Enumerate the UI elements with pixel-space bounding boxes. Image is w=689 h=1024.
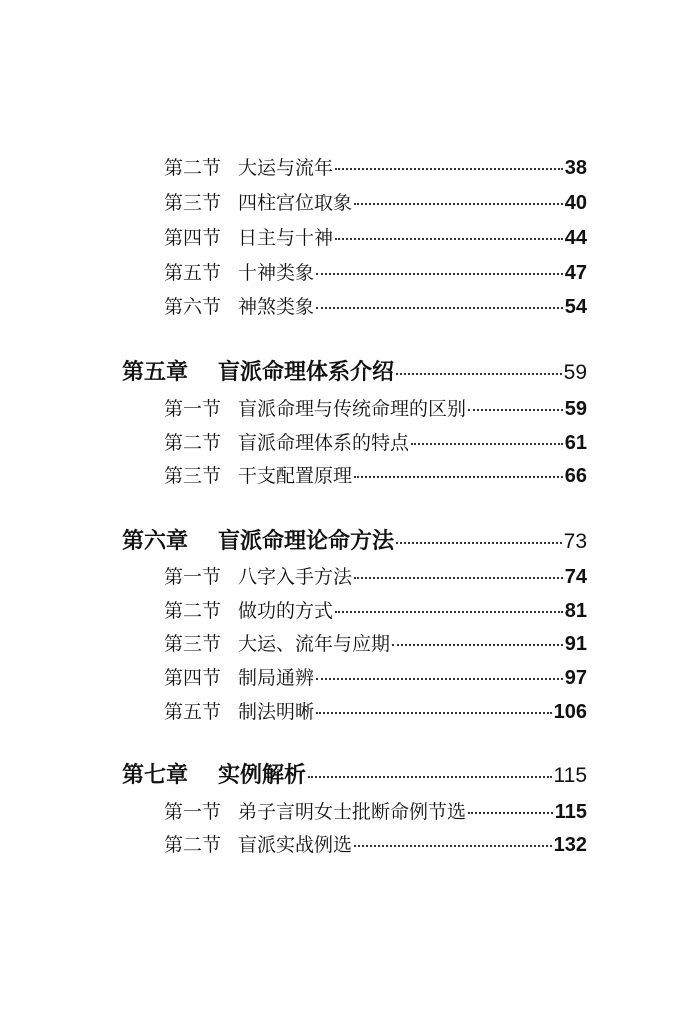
dot-leader <box>396 542 562 544</box>
dot-leader <box>335 611 563 613</box>
toc-entry-section <box>164 629 587 655</box>
toc-entry-section <box>164 562 587 588</box>
toc-entry-label <box>122 758 306 789</box>
page-number: 61 <box>564 432 587 454</box>
toc-entry-label <box>164 188 352 215</box>
toc-entry-label <box>164 292 314 319</box>
section-number: 第二节 <box>164 432 222 454</box>
toc-entry-chapter <box>122 758 587 788</box>
page-number: 115 <box>553 764 587 787</box>
dot-leader <box>335 238 563 240</box>
section-title: 神煞类象 <box>238 296 315 318</box>
toc-entry-section <box>164 797 587 823</box>
toc-entry-section <box>164 223 587 249</box>
toc-entry-section <box>164 461 587 487</box>
section-number: 第二节 <box>164 600 222 622</box>
toc-entry-section <box>164 596 587 622</box>
section-title: 日主与十神 <box>238 227 334 249</box>
toc-entry-section <box>164 292 587 318</box>
toc-entry-section <box>164 428 587 454</box>
chapter-number: 第六章 <box>122 529 189 554</box>
section-number: 第二节 <box>164 834 222 856</box>
toc-entry-label <box>164 797 466 824</box>
page-number: 115 <box>554 801 587 823</box>
section-number: 第三节 <box>164 465 222 487</box>
toc-entry-label <box>164 258 314 285</box>
toc-entry-section <box>164 663 587 689</box>
dot-leader <box>392 644 563 646</box>
toc-entry-label <box>164 223 333 250</box>
toc-entry-label <box>164 697 314 724</box>
dot-leader <box>316 273 563 275</box>
section-number: 第五节 <box>164 701 222 723</box>
toc-entry-label <box>164 153 333 180</box>
dot-leader <box>316 712 552 714</box>
page-number: 132 <box>553 834 587 856</box>
section-number: 第五节 <box>164 262 222 284</box>
toc-entry-label <box>164 394 466 421</box>
section-title: 制局通辨 <box>238 667 315 689</box>
section-title: 盲派命理与传统命理的区别 <box>238 398 467 420</box>
page-number: 81 <box>564 600 587 622</box>
page-number: 47 <box>564 262 587 284</box>
dot-leader <box>468 409 563 411</box>
dot-leader <box>354 577 563 579</box>
toc-entry-label <box>164 830 352 857</box>
chapter-title: 实例解析 <box>218 763 307 788</box>
section-number: 第二节 <box>164 157 222 179</box>
page-number: 59 <box>563 361 587 384</box>
section-title: 四柱宫位取象 <box>238 192 353 214</box>
section-number: 第一节 <box>164 566 222 588</box>
section-title: 盲派命理体系的特点 <box>238 432 410 454</box>
toc-entry-label <box>122 355 394 386</box>
chapter-number: 第七章 <box>122 763 189 788</box>
dot-leader <box>316 307 563 309</box>
page-number: 91 <box>564 633 587 655</box>
page-number: 59 <box>564 398 587 420</box>
page-number: 73 <box>563 530 587 553</box>
chapter-title: 盲派命理论命方法 <box>218 529 395 554</box>
section-number: 第四节 <box>164 667 222 689</box>
section-number: 第一节 <box>164 801 222 823</box>
section-title: 大运、流年与应期 <box>238 633 391 655</box>
page-number: 44 <box>564 227 587 249</box>
section-number: 第三节 <box>164 633 222 655</box>
dot-leader <box>411 443 563 445</box>
toc-entry-section <box>164 697 587 723</box>
dot-leader <box>354 203 563 205</box>
dot-leader <box>354 845 552 847</box>
section-title: 十神类象 <box>238 262 315 284</box>
section-title: 制法明晰 <box>238 701 315 723</box>
section-title: 盲派实战例选 <box>238 834 353 856</box>
section-title: 弟子言明女士批断命例节选 <box>238 801 467 823</box>
toc-entry-label <box>164 428 409 455</box>
dot-leader <box>316 678 563 680</box>
page-number: 40 <box>564 192 587 214</box>
section-number: 第六节 <box>164 296 222 318</box>
toc-entry-label <box>164 596 333 623</box>
toc-entry-label <box>164 562 352 589</box>
toc-entry-section <box>164 394 587 420</box>
chapter-title: 盲派命理体系介绍 <box>218 360 395 385</box>
dot-leader <box>308 776 552 778</box>
page-number: 66 <box>564 465 587 487</box>
toc-entry-section <box>164 188 587 214</box>
dot-leader <box>354 476 563 478</box>
section-title: 做功的方式 <box>238 600 334 622</box>
toc-entry-chapter <box>122 524 587 554</box>
section-title: 八字入手方法 <box>238 566 353 588</box>
section-number: 第一节 <box>164 398 222 420</box>
section-number: 第四节 <box>164 227 222 249</box>
toc-entry-label <box>164 629 390 656</box>
toc-entry-chapter <box>122 355 587 385</box>
page-number: 74 <box>564 566 587 588</box>
page-number: 97 <box>564 667 587 689</box>
dot-leader <box>468 812 553 814</box>
section-title: 干支配置原理 <box>238 465 353 487</box>
section-title: 大运与流年 <box>238 157 334 179</box>
toc-entry-label <box>164 663 314 690</box>
toc-entry-section <box>164 830 587 856</box>
chapter-number: 第五章 <box>122 360 189 385</box>
section-number: 第三节 <box>164 192 222 214</box>
page-number: 54 <box>564 296 587 318</box>
toc-entry-label <box>122 524 394 555</box>
toc-entry-label <box>164 461 352 488</box>
toc-entry-section <box>164 258 587 284</box>
dot-leader <box>335 168 563 170</box>
dot-leader <box>396 373 562 375</box>
page-number: 38 <box>564 157 587 179</box>
page-number: 106 <box>553 701 587 723</box>
toc-entry-section <box>164 153 587 179</box>
